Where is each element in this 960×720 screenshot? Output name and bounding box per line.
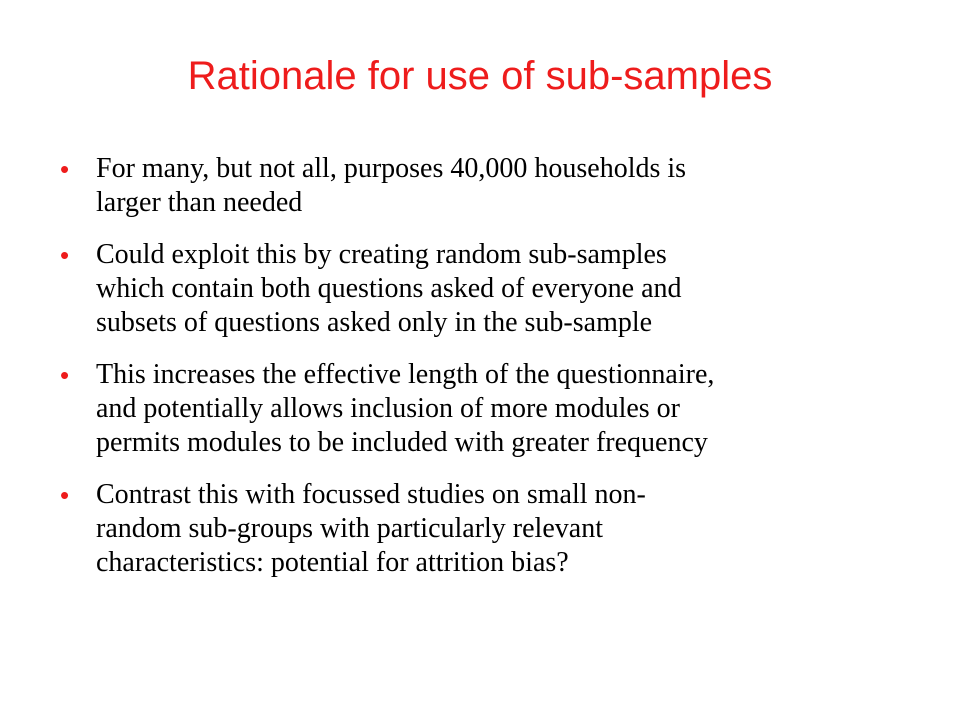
- bullet-icon: •: [60, 360, 70, 390]
- bullet-text-line: permits modules to be included with greater frequency: [96, 427, 708, 458]
- bullet-item: [60, 152, 906, 220]
- bullet-text-line: characteristics: potential for attrition bias?: [96, 547, 569, 578]
- bullet-list: [60, 152, 906, 598]
- bullet-text-line: larger than needed: [96, 187, 303, 218]
- bullet-icon: •: [60, 240, 70, 270]
- bullet-text-line: which contain both questions asked of everyone and: [96, 273, 682, 304]
- bullet-icon: •: [60, 480, 70, 510]
- bullet-item: [60, 478, 906, 580]
- bullet-item: [60, 358, 906, 460]
- slide-title: Rationale for use of sub-samples: [187, 54, 773, 98]
- bullet-text-line: For many, but not all, purposes 40,000 households is: [96, 153, 687, 184]
- bullet-text-line: and potentially allows inclusion of more modules or: [96, 393, 681, 424]
- bullet-item: [60, 238, 906, 340]
- bullet-text-line: subsets of questions asked only in the sub-sample: [96, 307, 653, 338]
- bullet-icon: •: [60, 154, 70, 184]
- bullet-text-line: random sub-groups with particularly relevant: [96, 513, 603, 544]
- bullet-text-line: Could exploit this by creating random sub-samples: [96, 239, 667, 270]
- bullet-text-line: Contrast this with focussed studies on small non-: [96, 479, 646, 510]
- bullet-text-line: This increases the effective length of the questionnaire,: [96, 359, 715, 390]
